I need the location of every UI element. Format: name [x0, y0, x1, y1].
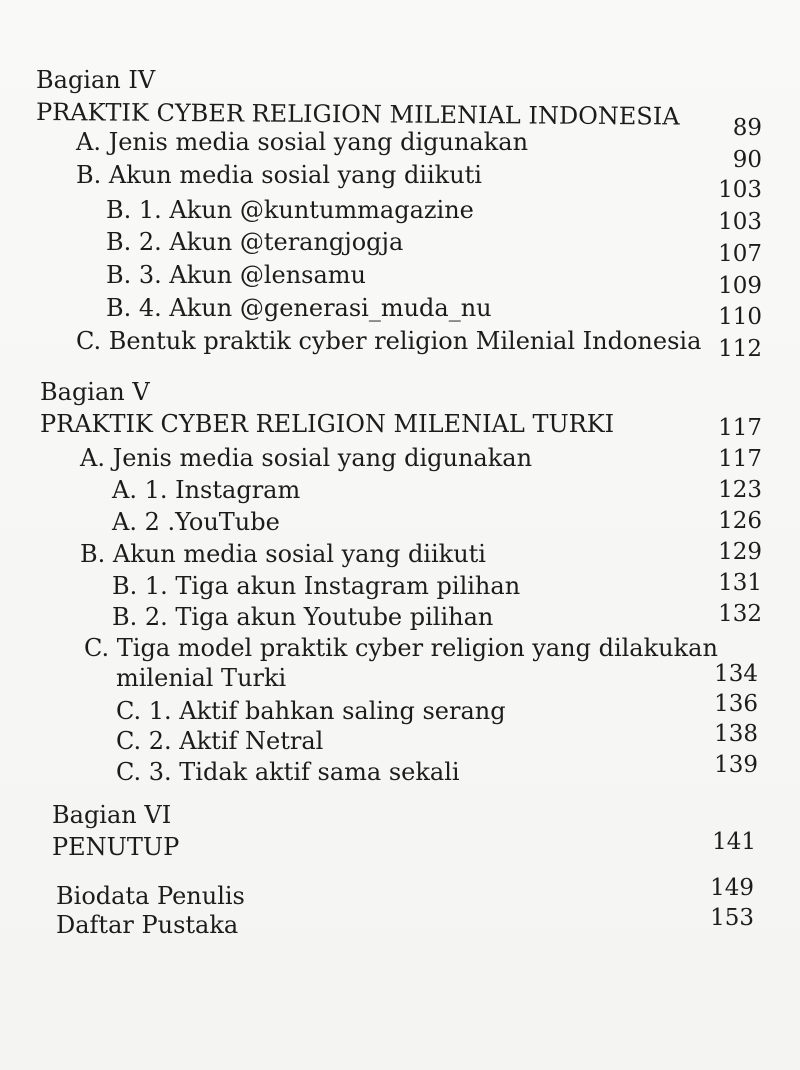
- toc-entry: C. Tiga model praktik cyber religion yang dilakukan: [84, 634, 718, 662]
- toc-page-number: 103: [718, 177, 762, 203]
- toc-entry: C. 3. Tidak aktif sama sekali: [116, 758, 460, 786]
- toc-page-number: 141: [712, 829, 756, 855]
- toc-entry: C. 1. Aktif bahkan saling serang: [116, 697, 506, 725]
- toc-page-number: 89: [732, 115, 762, 141]
- toc-entry: C. 2. Aktif Netral: [116, 727, 324, 755]
- toc-page-number: 138: [714, 721, 758, 747]
- toc-entry: A. 2 .YouTube: [112, 508, 280, 536]
- toc-page-number: 131: [718, 570, 762, 596]
- part-title: PRAKTIK CYBER RELIGION MILENIAL INDONESIA: [35, 98, 680, 131]
- toc-page-number: 129: [718, 539, 762, 565]
- toc-page-number: 134: [714, 661, 758, 687]
- toc-entry-biodata: Biodata Penulis: [56, 882, 245, 910]
- toc-page-number: 149: [710, 875, 754, 901]
- toc-entry: A. Jenis media sosial yang digunakan: [80, 444, 533, 472]
- toc-page-number: 107: [718, 241, 762, 267]
- part-heading: Bagian VI: [52, 801, 172, 829]
- toc-entry: B. Akun media sosial yang diikuti: [80, 540, 486, 568]
- toc-page-number: 109: [718, 273, 762, 299]
- toc-entry: B. Akun media sosial yang diikuti: [76, 161, 482, 189]
- toc-entry: A. Jenis media sosial yang digunakan: [76, 128, 529, 156]
- toc-entry: B. 4. Akun @generasi_muda_nu: [106, 294, 492, 322]
- toc-entry-bibliography: Daftar Pustaka: [56, 911, 239, 939]
- toc-entry: milenial Turki: [116, 664, 287, 692]
- part-title: PRAKTIK CYBER RELIGION MILENIAL TURKI: [40, 410, 615, 438]
- toc-page-number: 153: [710, 905, 754, 931]
- toc-entry: B. 3. Akun @lensamu: [106, 261, 367, 289]
- toc-page-number: 132: [718, 601, 762, 627]
- part-heading: Bagian V: [40, 378, 150, 406]
- toc-entry: B. 2. Tiga akun Youtube pilihan: [112, 603, 494, 631]
- toc-entry: A. 1. Instagram: [112, 476, 301, 504]
- toc-page-number: 117: [718, 446, 762, 472]
- toc-page-number: 123: [718, 477, 762, 503]
- part-title: PENUTUP: [52, 833, 180, 861]
- toc-page-number: 126: [718, 508, 762, 534]
- toc-page-number: 90: [732, 147, 762, 173]
- toc-entry: C. Bentuk praktik cyber religion Milenial Indonesia: [76, 327, 702, 355]
- toc-page-number: 103: [718, 209, 762, 235]
- toc-page-number: 136: [714, 691, 758, 717]
- part-heading: Bagian IV: [36, 66, 156, 94]
- toc-page-number: 117: [718, 415, 762, 441]
- toc-entry: B. 1. Tiga akun Instagram pilihan: [112, 572, 521, 600]
- toc-page-number: 110: [718, 304, 762, 330]
- toc-entry: B. 1. Akun @kuntummagazine: [106, 196, 474, 224]
- toc-page-number: 139: [714, 752, 758, 778]
- toc-page-number: 112: [718, 336, 762, 362]
- toc-entry: B. 2. Akun @terangjogja: [106, 228, 404, 256]
